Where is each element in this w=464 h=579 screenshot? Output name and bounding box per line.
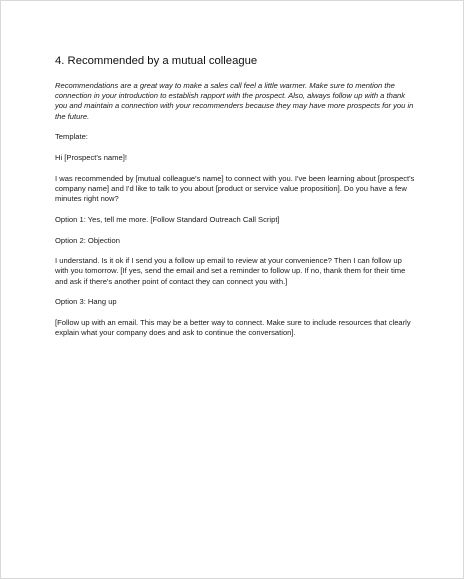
option-3-paragraph: [Follow up with an email. This may be a better way to connect. Make sure to include resources that clearly explain what your company does and ask to continue the conversation]. (55, 318, 411, 338)
section-heading: 4. Recommended by a mutual colleague (55, 55, 258, 67)
template-label: Template: (55, 132, 88, 142)
option-2-paragraph: I understand. Is it ok if I send you a follow up email to review at your convenience? Then I can follow up with you tomorrow. [If yes, send the email and set a reminder to follow up. If no, thank them for their time and ask if there's another point of contact they can connect you with.] (55, 256, 406, 286)
option-1-line: Option 1: Yes, tell me more. [Follow Standard Outreach Call Script] (55, 214, 280, 224)
document-content (55, 54, 415, 349)
option-3-label: Option 3: Hang up (55, 297, 117, 307)
greeting-line: Hi [Prospect's name]! (55, 153, 127, 163)
body-paragraph: I was recommended by [mutual colleague's name] to connect with you. I've been learning about [prospect's company name] and I'd like to talk to you about [product or service value proposition]. Do you have a few minutes right now? (55, 173, 415, 204)
intro-paragraph: Recommendations are a great way to make a sales call feel a little warmer. Make sure to mention the connection in your introduction to establish rapport with the prospect. Also, always follow up with a thank you and maintain a connection with your recommenders because they may have more prospects for you in the future. (55, 81, 414, 121)
option-2-label: Option 2: Objection (55, 235, 121, 245)
